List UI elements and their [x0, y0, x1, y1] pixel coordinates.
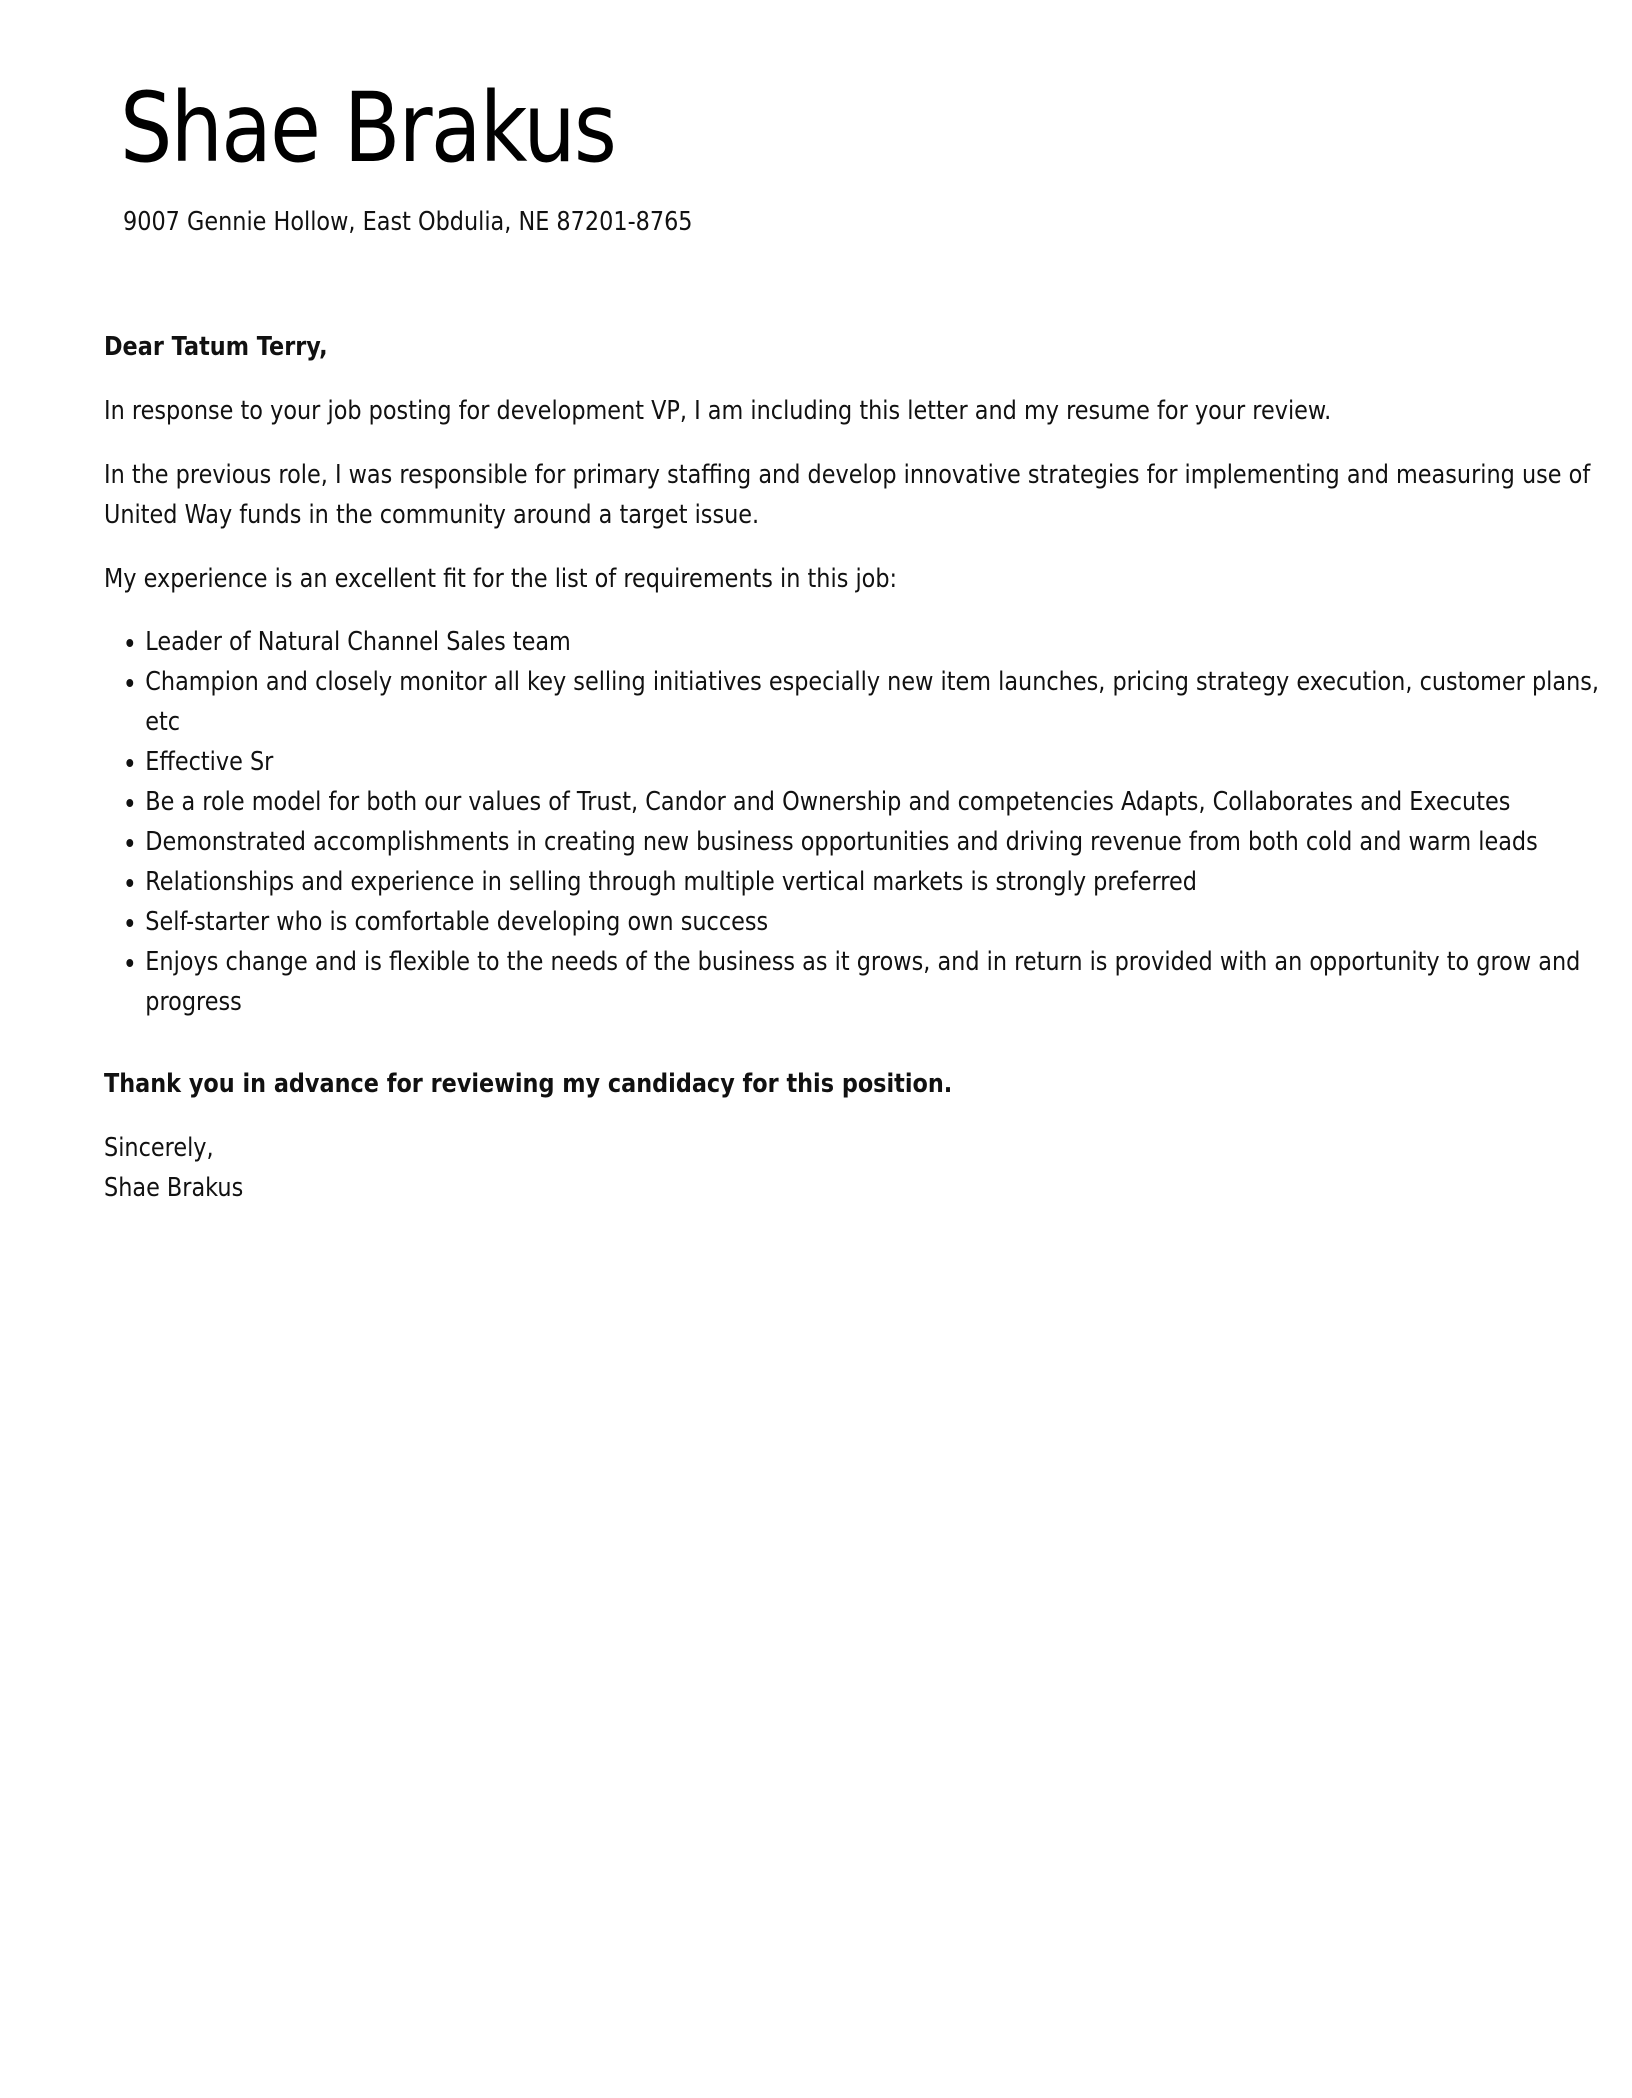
greeting: Dear Tatum Terry,: [104, 332, 328, 362]
intro-paragraph: In response to your job posting for development VP, I am including this letter and my resume for your review.: [104, 396, 1332, 426]
requirements-list: [104, 622, 1624, 1022]
closing-statement: Thank you in advance for reviewing my candidacy for this position.: [104, 1069, 953, 1099]
applicant-address: 9007 Gennie Hollow, East Obdulia, NE 87201-8765: [123, 207, 693, 237]
list-item: • Champion and closely monitor all key selling initiatives especially new item launches, pricing strategy execution, customer plans, etc: [145, 662, 1623, 742]
list-item: • Demonstrated accomplishments in creating new business opportunities and driving revenue from both cold and warm leads: [145, 822, 1623, 862]
list-item: • Be a role model for both our values of Trust, Candor and Ownership and competencies Adapts, Collaborates and Executes: [145, 782, 1623, 822]
sign-off: Sincerely,: [104, 1133, 214, 1163]
experience-paragraph: In the previous role, I was responsible for primary staffing and develop innovative strategies for implementing and measuring use of United Way funds in the community around a target issue.: [104, 460, 1591, 530]
list-item: • Relationships and experience in selling through multiple vertical markets is strongly preferred: [145, 862, 1623, 902]
letter-body: [104, 327, 1624, 1208]
list-item: • Effective Sr: [145, 742, 1623, 782]
list-item: • Self-starter who is comfortable developing own success: [145, 902, 1623, 942]
list-item: • Enjoys change and is flexible to the needs of the business as it grows, and in return is provided with an opportunity to grow and progress: [145, 942, 1623, 1022]
signature-name: Shae Brakus: [104, 1173, 244, 1203]
applicant-name: Shae Brakus: [120, 72, 616, 184]
fit-paragraph: My experience is an excellent fit for the list of requirements in this job:: [104, 564, 898, 594]
list-item: • Leader of Natural Channel Sales team: [145, 622, 1623, 662]
